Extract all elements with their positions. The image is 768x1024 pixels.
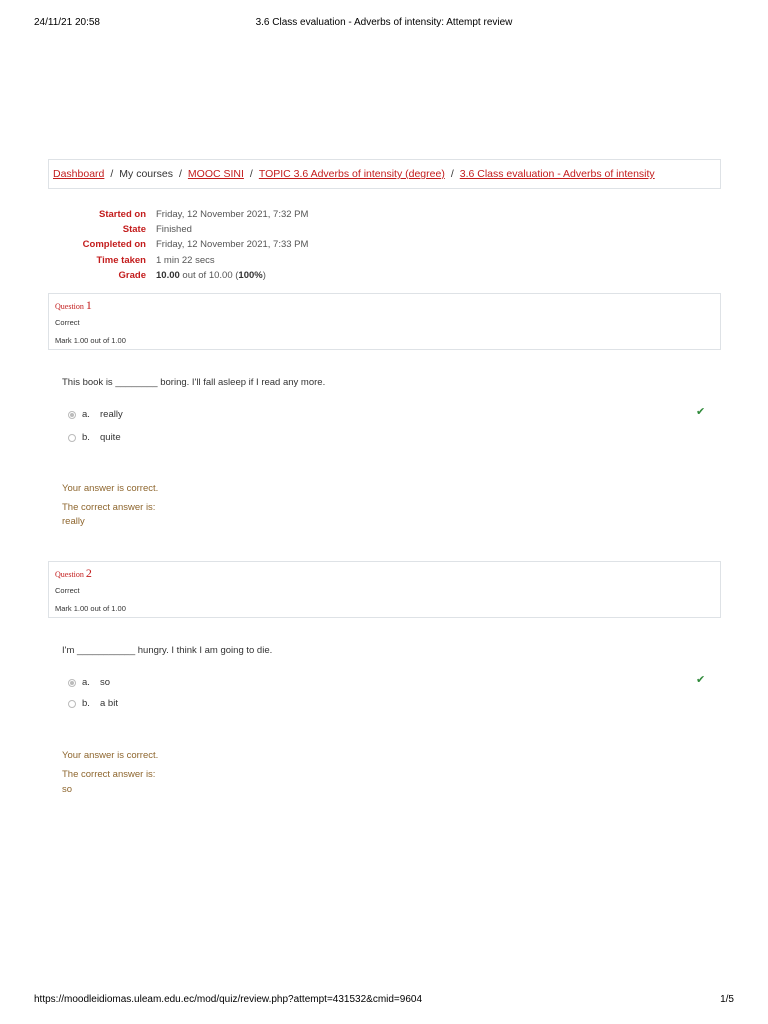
radio-selected-icon[interactable] xyxy=(68,679,76,687)
summary-value: Friday, 12 November 2021, 7:33 PM xyxy=(156,239,309,251)
breadcrumb-separator: / xyxy=(110,168,114,180)
option-letter: a. xyxy=(82,409,90,420)
option-letter: a. xyxy=(82,677,90,688)
summary-label: Started on xyxy=(99,209,146,221)
print-datetime: 24/11/21 20:58 xyxy=(34,17,100,28)
question-number xyxy=(55,298,714,313)
check-icon: ✔ xyxy=(696,674,706,686)
question-2-correct-answer: so xyxy=(62,784,73,795)
question-1-option-a[interactable] xyxy=(68,409,123,420)
question-1-text: This book is ________ boring. I'll fall asleep if I read any more. xyxy=(62,377,326,388)
option-text: a bit xyxy=(100,698,118,709)
question-state: Correct xyxy=(55,318,80,327)
option-text: really xyxy=(100,409,123,420)
breadcrumb-topic-link[interactable]: TOPIC 3.6 Adverbs of intensity (degree) xyxy=(258,168,445,180)
summary-value: Friday, 12 November 2021, 7:32 PM xyxy=(156,209,309,221)
breadcrumb-separator: / xyxy=(249,168,253,180)
question-state: Correct xyxy=(55,586,80,595)
grade-score: 10.00 xyxy=(156,269,180,281)
option-text: quite xyxy=(100,432,121,443)
question-1-correct-answer: really xyxy=(62,516,85,527)
print-url: https://moodleidiomas.uleam.edu.ec/mod/quiz/review.php?attempt=431532&cmid=9604 xyxy=(34,994,423,1005)
summary-row-started xyxy=(50,207,308,222)
print-page-title: 3.6 Class evaluation - Adverbs of intensity: Attempt review xyxy=(255,17,513,28)
question-num: 1 xyxy=(85,298,92,312)
question-mark: Mark 1.00 out of 1.00 xyxy=(55,604,126,613)
summary-label: Completed on xyxy=(82,239,146,251)
question-2-option-b[interactable] xyxy=(68,698,118,709)
question-2-feedback: Your answer is correct. xyxy=(62,750,159,761)
option-letter: b. xyxy=(82,698,90,709)
question-label: Question xyxy=(55,570,84,579)
breadcrumb-separator: / xyxy=(178,168,182,180)
grade-mid: out of 10.00 ( xyxy=(179,269,239,281)
breadcrumb-course-link[interactable]: MOOC SINI xyxy=(187,168,244,180)
radio-icon[interactable] xyxy=(68,700,76,708)
check-icon: ✔ xyxy=(696,406,706,418)
summary-row-state xyxy=(50,222,308,237)
summary-row-time xyxy=(50,253,308,268)
summary-value xyxy=(156,270,266,281)
question-1-correct-label: The correct answer is: xyxy=(62,502,156,513)
question-mark: Mark 1.00 out of 1.00 xyxy=(55,336,126,345)
question-1-info xyxy=(48,293,721,350)
question-2-correct-label: The correct answer is: xyxy=(62,769,156,780)
summary-label: Time taken xyxy=(96,254,146,266)
breadcrumb-dashboard-link[interactable]: Dashboard xyxy=(53,168,105,180)
grade-end: ) xyxy=(262,269,266,281)
breadcrumb-my-courses: My courses xyxy=(119,168,173,180)
attempt-summary xyxy=(50,207,308,283)
breadcrumb xyxy=(48,159,721,189)
option-letter: b. xyxy=(82,432,90,443)
question-1-option-b[interactable] xyxy=(68,432,121,443)
question-1-feedback: Your answer is correct. xyxy=(62,483,159,494)
question-2-info xyxy=(48,561,721,618)
summary-value: Finished xyxy=(156,224,192,236)
question-number xyxy=(55,566,714,581)
breadcrumb-separator: / xyxy=(450,168,454,180)
question-num: 2 xyxy=(85,566,92,580)
radio-selected-icon[interactable] xyxy=(68,411,76,419)
grade-percent: 100% xyxy=(238,269,263,281)
print-page-number: 1/5 xyxy=(720,994,734,1005)
question-2-text: I'm ___________ hungry. I think I am going to die. xyxy=(62,645,273,656)
summary-row-completed xyxy=(50,237,308,252)
question-label: Question xyxy=(55,302,84,311)
summary-row-grade xyxy=(50,268,308,283)
option-text: so xyxy=(100,677,111,688)
radio-icon[interactable] xyxy=(68,434,76,442)
question-2-option-a[interactable] xyxy=(68,677,110,688)
summary-label: Grade xyxy=(118,269,146,281)
summary-value: 1 min 22 secs xyxy=(156,254,215,266)
breadcrumb-quiz-link[interactable]: 3.6 Class evaluation - Adverbs of intensity xyxy=(459,168,655,180)
summary-label: State xyxy=(122,224,146,236)
